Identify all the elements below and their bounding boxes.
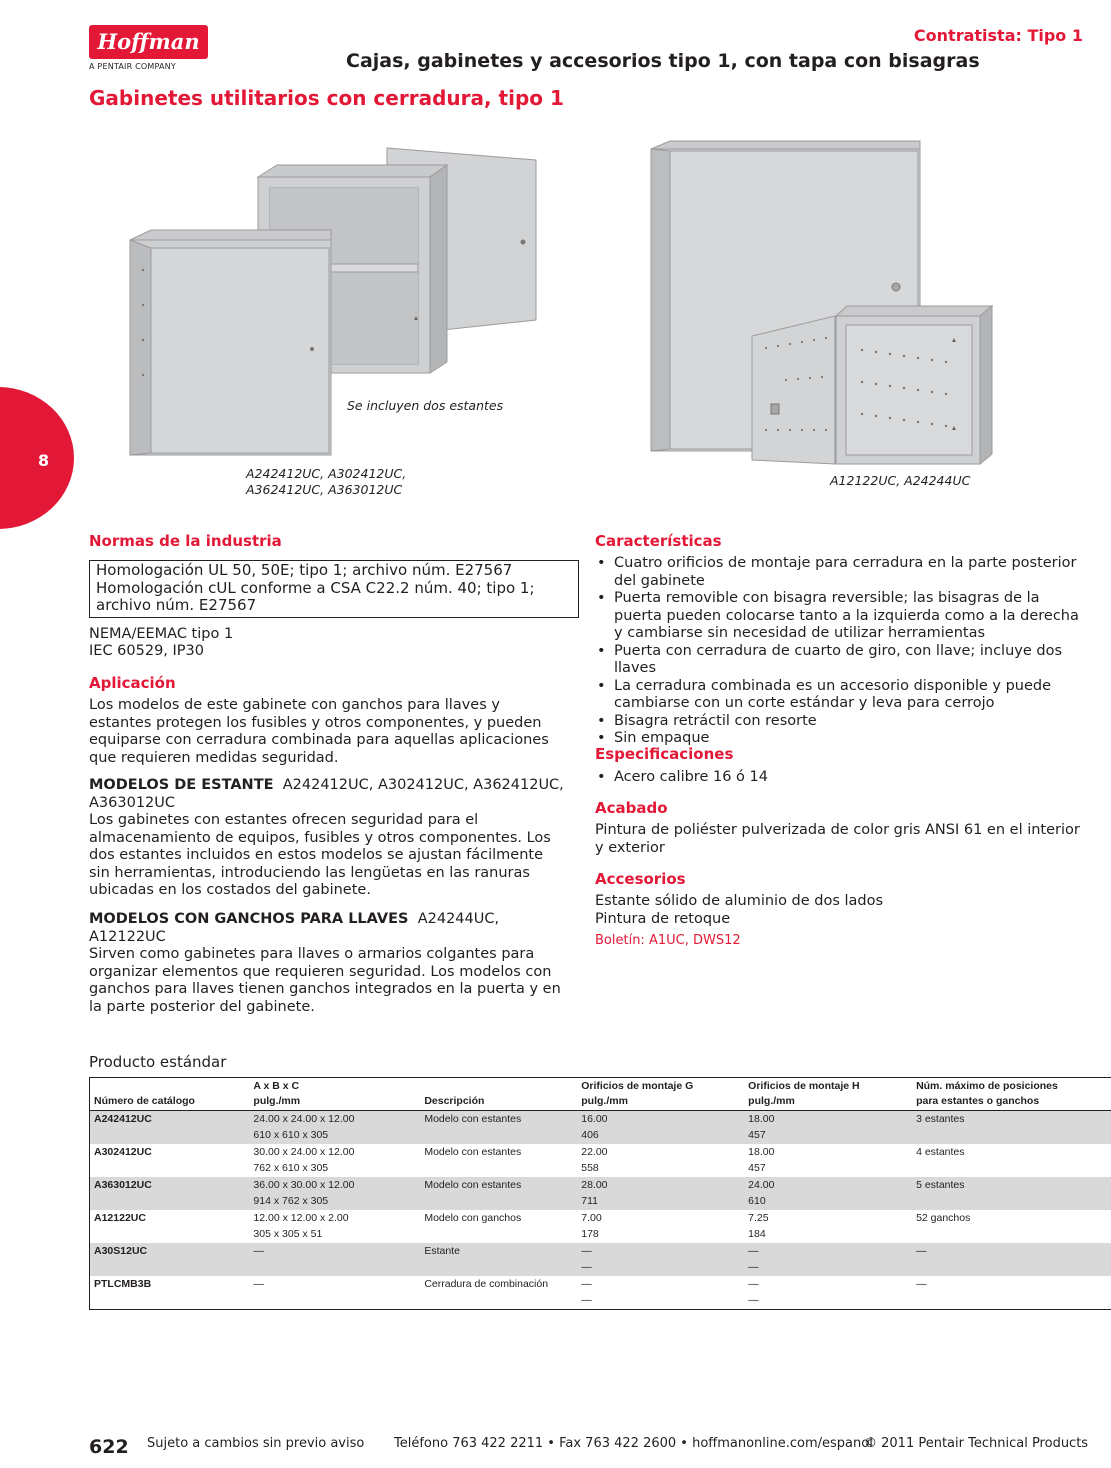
table-cell: 22.00 558 [581, 1146, 608, 1174]
column-header-catalog: Número de catálogo [90, 1078, 250, 1111]
table-cell: — [912, 1243, 1111, 1276]
accessory-item: Pintura de retoque [595, 911, 731, 927]
table-cell: — — [577, 1243, 744, 1276]
footer-copyright: © 2011 Pentair Technical Products [864, 1436, 1089, 1451]
hook-models-label: MODELOS CON GANCHOS PARA LLAVES [89, 911, 409, 927]
feature-item: • Sin empaque [595, 730, 1085, 748]
table-cell: A242412UC [90, 1111, 250, 1145]
table-cell: — — [744, 1243, 912, 1276]
shelf-models-label: MODELOS DE ESTANTE [89, 777, 274, 793]
features-heading: Características [595, 532, 722, 550]
table-cell: 18.00 457 [744, 1111, 912, 1145]
table-cell: 7.25 184 [748, 1212, 769, 1240]
footer-notice: Sujeto a cambios sin previo aviso [147, 1436, 365, 1451]
section-tab [0, 387, 74, 529]
certification-box [89, 560, 579, 618]
accessories-heading: Accesorios [595, 870, 686, 888]
key-cabinet-illustration [640, 130, 1000, 480]
shelf-models-text: Los gabinetes con estantes ofrecen seguridad para el almacenamiento de equipos, fusibles y otros componentes. Los dos estantes incluidos en estos modelos se ajustan fácilmente sin herramientas, introduciendo las lengüetas en las ranuras ubicadas en los costados del gabinete. [89, 812, 551, 898]
table-row [90, 1111, 1111, 1145]
certification-cul-file: archivo núm. E27567 [96, 596, 257, 614]
certification-cul: Homologación cUL conforme a CSA C22.2 núm. 40; tipo 1; [96, 578, 535, 597]
accessory-item: Estante sólido de aluminio de dos lados [595, 893, 884, 909]
column-header-dimensions: A x B x C pulg./mm [249, 1078, 420, 1111]
feature-item: • Bisagra retráctil con resorte [595, 713, 1085, 731]
table-cell: 5 estantes [912, 1177, 1111, 1210]
feature-item: • Puerta con cerradura de cuarto de giro, con llave; incluye dos llaves [595, 643, 1085, 678]
table-cell: Modelo con estantes [424, 1146, 522, 1158]
shelf-cabinet-illustration [125, 140, 545, 470]
table-cell: 24.00 x 24.00 x 12.00 610 x 610 x 305 [249, 1111, 420, 1145]
table-row [90, 1276, 1111, 1310]
specification-item: • Acero calibre 16 ó 14 [595, 769, 1085, 787]
table-cell: 28.00 711 [577, 1177, 744, 1210]
table-row [90, 1144, 1111, 1177]
table-row [90, 1177, 1111, 1210]
certification-ul: Homologación UL 50, 50E; tipo 1; archivo núm. E27567 [96, 561, 513, 579]
shelf-note: Se incluyen dos estantes [347, 398, 504, 413]
table-cell: — [249, 1243, 420, 1276]
features-list [595, 555, 1085, 748]
table-cell: 18.00 457 [748, 1146, 775, 1174]
application-text: Los modelos de este gabinete con ganchos para llaves y estantes protegen los fusibles y otros componentes, y pueden equiparse con cerradura combinada para aquellas aplicaciones que requieren medidas seguridad. [89, 697, 549, 766]
hoffman-logo: Hoffman [89, 25, 208, 59]
table-title: Producto estándar [89, 1053, 227, 1071]
table-cell: Modelo con ganchos [424, 1212, 522, 1224]
page-number: 622 [89, 1436, 129, 1458]
feature-item: • Puerta removible con bisagra reversible; las bisagras de la puerta pueden colocarse tanto a la izquierda como a la derecha y cambiarse sin necesidad de utilizar herramientas [595, 590, 1085, 643]
table-cell: 16.00 406 [577, 1111, 744, 1145]
specifications-list [595, 769, 1085, 787]
table-cell: 30.00 x 24.00 x 12.00 762 x 610 x 305 [253, 1146, 355, 1174]
feature-item: • La cerradura combinada es un accesorio disponible y puede cambiarse con un corte estándar y leva para cerrojo [595, 678, 1085, 713]
right-caption: A12122UC, A24244UC [830, 473, 971, 488]
table-cell: 24.00 610 [744, 1177, 912, 1210]
hook-models-list: A24244UC, A12122UC [89, 911, 500, 945]
specifications-heading: Especificaciones [595, 745, 734, 763]
section-tab-number: 8 [38, 451, 50, 470]
finish-heading: Acabado [595, 799, 668, 817]
table-cell: — [916, 1278, 927, 1290]
bulletin-link[interactable]: Boletín: A1UC, DWS12 [595, 933, 741, 948]
table-row [90, 1243, 1111, 1276]
table-cell: Modelo con estantes [420, 1111, 577, 1145]
standards-heading: Normas de la industria [89, 532, 282, 550]
feature-item: • Cuatro orificios de montaje para cerradura en la parte posterior del gabinete [595, 555, 1085, 590]
table-cell: Modelo con estantes [420, 1177, 577, 1210]
nema-rating: NEMA/EEMAC tipo 1 [89, 626, 234, 642]
hook-models-paragraph [89, 911, 569, 1016]
column-header-mount-g: Orificios de montaje G pulg./mm [577, 1078, 744, 1111]
page-title: Cajas, gabinetes y accesorios tipo 1, con tapa con bisagras [346, 50, 980, 72]
table-cell: A302412UC [94, 1146, 152, 1158]
table-cell: A363012UC [90, 1177, 250, 1210]
table-row [90, 1210, 1111, 1243]
table-cell: 3 estantes [912, 1111, 1111, 1145]
standard-product-table [89, 1077, 1111, 1310]
hook-models-text: Sirven como gabinetes para llaves o armarios colgantes para organizar elementos que requieren seguridad. Los modelos con ganchos para llaves tienen ganchos integrados en la puerta y en la parte posterior del gabinete. [89, 946, 561, 1015]
iec-rating: IEC 60529, IP30 [89, 643, 204, 659]
footer-contact: Teléfono 763 422 2211 • Fax 763 422 2600 • hoffmanonline.com/espanol [394, 1436, 873, 1451]
left-caption-line-1: A242412UC, A302412UC, [246, 466, 407, 481]
finish-text: Pintura de poliéster pulverizada de color gris ANSI 61 en el interior y exterior [595, 822, 1080, 856]
table-cell: A30S12UC [90, 1243, 250, 1276]
column-header-description: Descripción [420, 1078, 577, 1111]
table-cell: 52 ganchos [916, 1212, 971, 1224]
table-cell: 12.00 x 12.00 x 2.00 305 x 305 x 51 [253, 1212, 349, 1240]
logo-subtitle: A PENTAIR COMPANY [89, 62, 176, 71]
table-cell: 36.00 x 30.00 x 12.00 914 x 762 x 305 [249, 1177, 420, 1210]
table-cell: 4 estantes [916, 1146, 965, 1158]
column-header-max-positions: Núm. máximo de posiciones para estantes o ganchos [912, 1078, 1111, 1111]
application-heading: Aplicación [89, 674, 176, 692]
column-header-mount-h: Orificios de montaje H pulg./mm [744, 1078, 912, 1111]
table-cell: 7.00 178 [581, 1212, 602, 1240]
section-title: Gabinetes utilitarios con cerradura, tipo 1 [89, 86, 564, 110]
table-cell: PTLCMB3B [94, 1278, 152, 1290]
shelf-models-list: A242412UC, A302412UC, A362412UC, A363012UC [89, 777, 564, 811]
shelf-models-paragraph [89, 777, 565, 900]
table-header-row [90, 1078, 1111, 1111]
table-cell: — [253, 1278, 264, 1290]
left-caption-line-2: A362412UC, A363012UC [246, 482, 403, 497]
table-cell: Estante [420, 1243, 577, 1276]
table-cell: — — [748, 1278, 759, 1306]
contractor-label: Contratista: Tipo 1 [913, 26, 1083, 45]
table-cell: Cerradura de combinación [424, 1278, 549, 1290]
table-cell: A12122UC [94, 1212, 146, 1224]
table-cell: — — [581, 1278, 592, 1306]
